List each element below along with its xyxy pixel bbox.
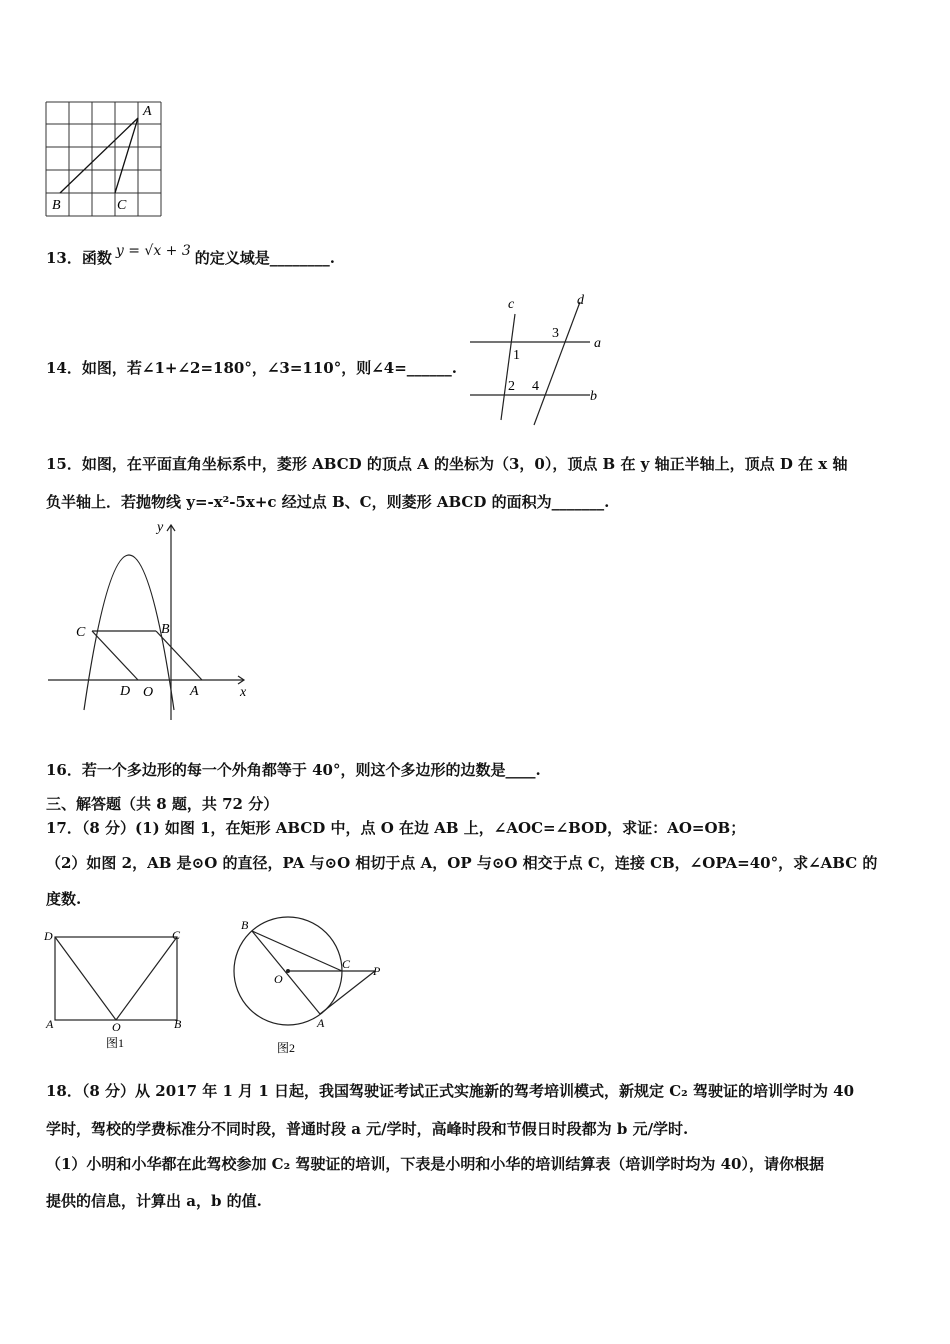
line-label-b: b	[590, 389, 597, 404]
question-18-line2: 学时，驾校的学费标准分不同时段，普通时段 a 元/学时，高峰时段和节假日时段都为 b 元/学时.	[46, 1120, 689, 1138]
line-label-a: a	[594, 336, 601, 351]
question-14: 14．如图，若∠1+∠2=180°，∠3=110°，则∠4=______.	[46, 359, 458, 377]
q13-text-before: 13．函数	[46, 249, 112, 267]
point-label-o: O	[274, 972, 283, 986]
q13-text-after: 的定义域是________.	[194, 249, 336, 267]
question-16: 16．若一个多边形的每一个外角都等于 40°，则这个多边形的边数是____.	[46, 761, 541, 779]
point-label-a: A	[143, 104, 152, 119]
question-18-line4: 提供的信息，计算出 a，b 的值.	[46, 1192, 262, 1210]
question-13	[46, 243, 336, 269]
point-label-c: C	[76, 625, 86, 640]
axis-label-x: x	[240, 685, 247, 700]
point-label-b: B	[52, 198, 61, 213]
point-label-d: D	[120, 684, 131, 699]
parallel-lines-figure	[462, 290, 612, 430]
figure-caption-1: 图1	[106, 1036, 125, 1050]
question-15-line2: 负半轴上．若抛物线 y=-x²-5x+c 经过点 B、C，则菱形 ABCD 的面积为_______.	[46, 493, 610, 511]
question-17-line1: 17．（8 分）(1) 如图 1，在矩形 ABCD 中，点 O 在边 AB 上，∠AOC=∠BOD，求证：AO=OB；	[46, 819, 746, 837]
axis-label-y: y	[157, 520, 164, 535]
q13-formula: y = √x + 3	[115, 243, 191, 259]
center-point	[286, 969, 290, 973]
point-label-a: A	[190, 684, 199, 699]
point-label-b: B	[174, 1017, 182, 1031]
point-label-c: C	[172, 928, 181, 942]
point-label-c: C	[117, 198, 127, 213]
angle-label-1: 1	[513, 348, 520, 363]
question-18-line1: 18．（8 分）从 2017 年 1 月 1 日起，我国驾驶证考试正式实施新的驾考培训模式，新规定 C₂ 驾驶证的培训学时为 40	[46, 1082, 855, 1100]
line-label-d: d	[577, 293, 584, 308]
point-label-p: P	[373, 964, 381, 978]
point-label-b: B	[241, 918, 249, 932]
origin-label: O	[143, 685, 154, 700]
angle-label-3: 3	[552, 326, 559, 341]
circle-figure-2	[225, 915, 390, 1060]
point-label-d: D	[44, 929, 53, 943]
point-label-a: A	[46, 1017, 54, 1031]
angle-label-2: 2	[508, 379, 515, 394]
angle-label-4: 4	[532, 379, 539, 394]
rhombus-parabola-figure	[44, 515, 254, 740]
question-18-line3: （1）小明和小华都在此驾校参加 C₂ 驾驶证的培训，下表是小明和小华的培训结算表（培训学时均为 40），请你根据	[46, 1155, 824, 1173]
question-17-line2: （2）如图 2，AB 是⊙O 的直径，PA 与⊙O 相切于点 A，OP 与⊙O 相交于点 C，连接 CB，∠OPA=40°，求∠ABC 的	[46, 854, 878, 872]
point-label-c: C	[342, 957, 351, 971]
line-label-c: c	[508, 297, 515, 312]
question-15-line1: 15．如图，在平面直角坐标系中，菱形 ABCD 的顶点 A 的坐标为（3，0），顶点 B 在 y 轴正半轴上，顶点 D 在 x 轴	[46, 455, 848, 473]
point-label-b: B	[161, 622, 170, 637]
point-label-o: O	[112, 1020, 121, 1034]
question-17-line3: 度数.	[46, 890, 82, 908]
figure-caption-2: 图2	[277, 1041, 296, 1055]
section-title: 三、解答题（共 8 题，共 72 分）	[46, 795, 279, 813]
point-label-a: A	[317, 1016, 325, 1030]
grid-figure	[40, 98, 170, 222]
rectangle-figure-1	[40, 925, 200, 1055]
